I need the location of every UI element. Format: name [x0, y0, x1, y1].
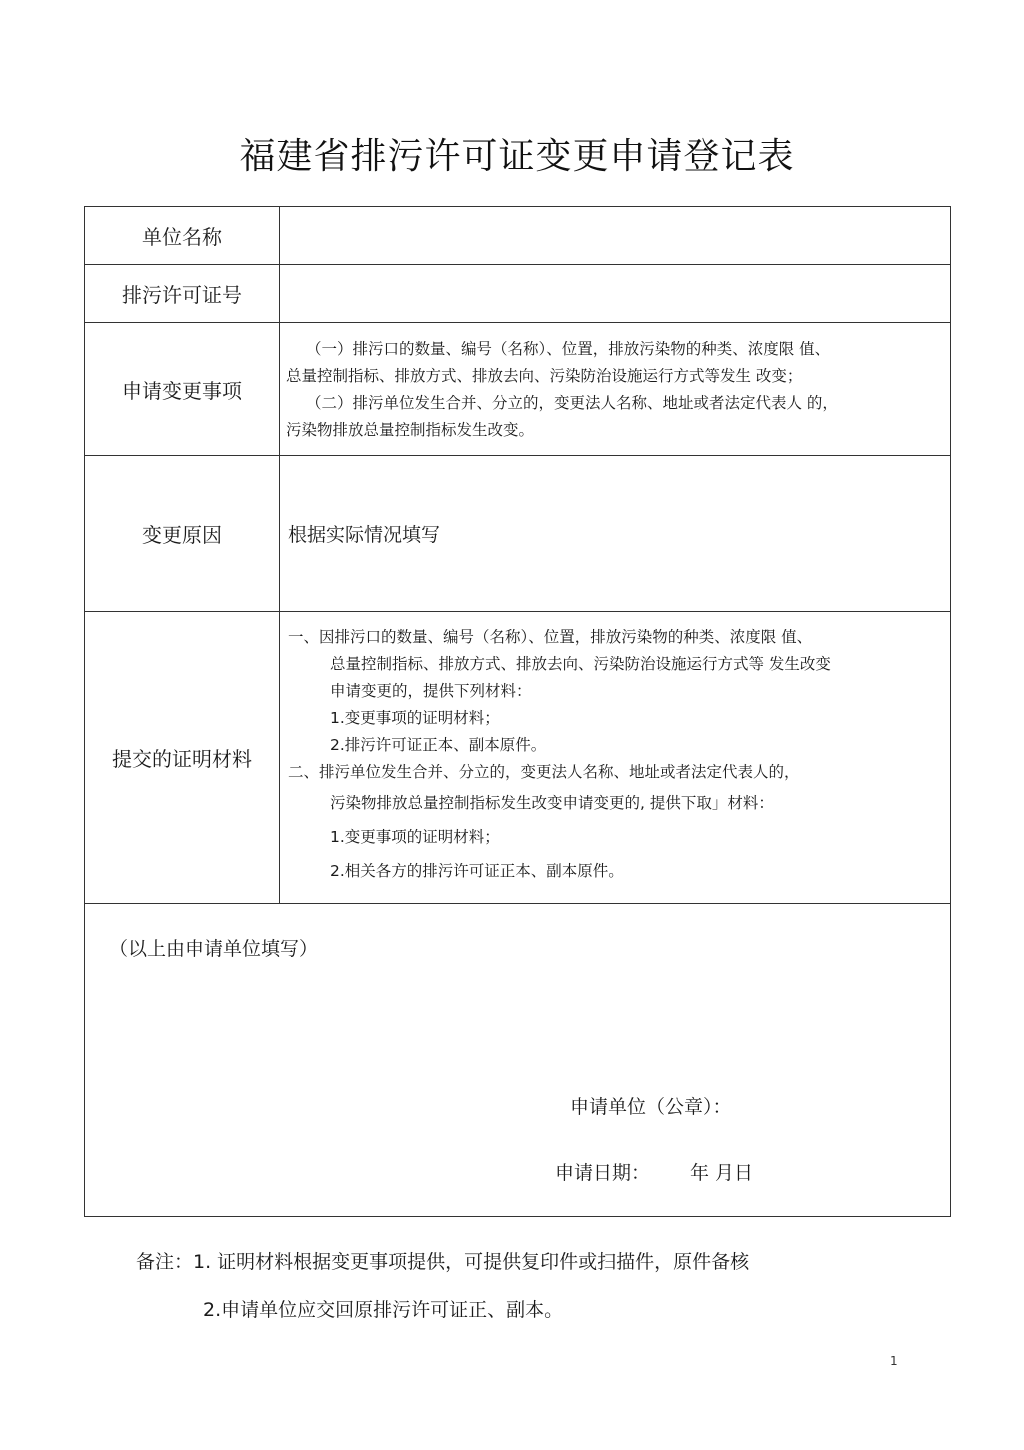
row-materials — [85, 612, 951, 904]
date-label: 申请日期： — [555, 1162, 651, 1184]
materials-line: 1.变更事项的证明材料； — [330, 827, 500, 846]
change-reason-text: 根据实际情况填写 — [288, 524, 441, 546]
materials-line: 二、排污单位发生合并、分立的，变更法人名称、地址或者法定代表人的， — [288, 762, 800, 781]
row-permit-no — [85, 265, 951, 323]
row-unit-name — [85, 207, 951, 265]
application-form-table — [84, 206, 951, 1217]
materials-line: 申请变更的，提供下列材料： — [330, 681, 532, 700]
remark-line-1: 备注：1. 证明材料根据变更事项提供，可提供复印件或扫描件，原件备核 — [136, 1251, 750, 1273]
change-reason-label: 变更原因 — [85, 456, 280, 612]
page-title: 福建省排污许可证变更申请登记表 — [239, 136, 795, 177]
change-items-field — [280, 323, 951, 456]
materials-line: 总量控制指标、排放方式、排放去向、污染防治设施运行方式等 发生改变 — [330, 654, 831, 673]
change-item-line: （二）排污单位发生合并、分立的，变更法人名称、地址或者法定代表人 的， — [306, 394, 838, 412]
change-item-line: （一）排污口的数量、编号（名称）、位置，排放污染物的种类、浓度限 值、 — [306, 340, 831, 358]
materials-line: 1.变更事项的证明材料； — [330, 708, 500, 727]
change-item-line: 污染物排放总量控制指标发生改变。 — [286, 421, 535, 439]
row-change-reason — [85, 456, 951, 612]
materials-label: 提交的证明材料 — [85, 612, 280, 904]
row-signature — [85, 904, 951, 1217]
change-reason-field[interactable] — [280, 456, 951, 612]
materials-line: 一、因排污口的数量、编号（名称）、位置，排放污染物的种类、浓度限 值、 — [288, 627, 813, 646]
signature-cell — [85, 904, 951, 1217]
materials-line: 2.相关各方的排污许可证正本、副本原件。 — [330, 861, 624, 880]
row-change-items — [85, 323, 951, 456]
permit-no-label: 排污许可证号 — [85, 265, 280, 323]
materials-line: 2.排污许可证正本、副本原件。 — [330, 735, 547, 754]
date-ymd: 年 月日 — [690, 1162, 754, 1184]
unit-name-field[interactable] — [280, 207, 951, 265]
unit-name-label: 单位名称 — [85, 207, 280, 265]
application-date-field[interactable] — [555, 1158, 753, 1185]
page-number: 1 — [890, 1354, 898, 1368]
materials-field — [280, 612, 951, 904]
permit-no-field[interactable] — [280, 265, 951, 323]
materials-line: 污染物排放总量控制指标发生改变申请变更的, 提供下取」材料： — [330, 793, 774, 812]
fill-note: （以上由申请单位填写） — [109, 938, 319, 960]
unit-seal-field[interactable]: 申请单位（公章）： — [570, 1096, 732, 1118]
remark-line-2: 2.申请单位应交回原排污许可证正、副本。 — [203, 1299, 564, 1321]
change-items-label: 申请变更事项 — [85, 323, 280, 456]
change-item-line: 总量控制指标、排放方式、排放去向、污染防治设施运行方式等发生 改变； — [286, 367, 803, 385]
